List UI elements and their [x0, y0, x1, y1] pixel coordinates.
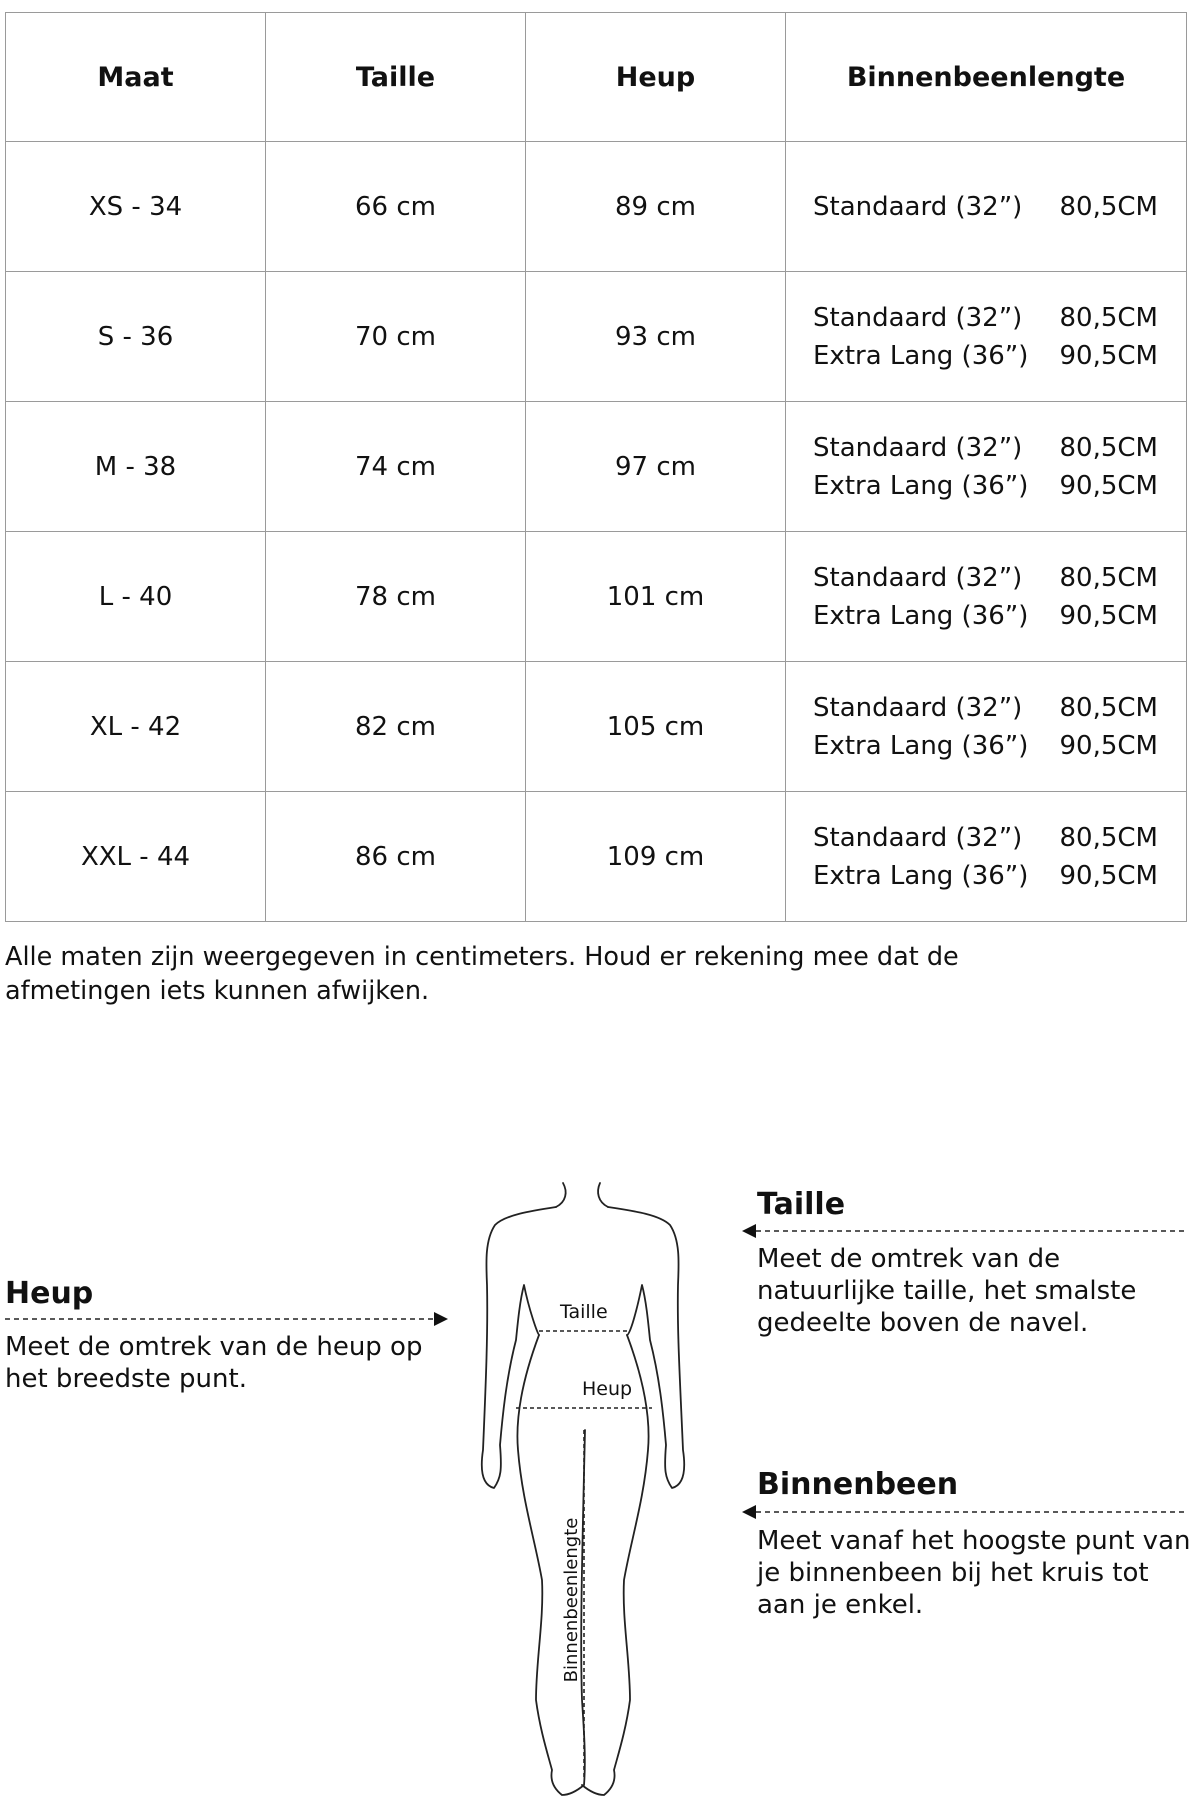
cell-waist: 74 cm [266, 402, 526, 532]
body-leg-right [582, 1335, 649, 1795]
inseam-value: 90,5CM [1059, 470, 1158, 501]
cell-waist: 70 cm [266, 272, 526, 402]
cell-size: XL - 42 [6, 662, 266, 792]
inseam-label: Standaard (32”) [813, 432, 1023, 463]
inseam-value: 80,5CM [1059, 302, 1158, 333]
cell-waist: 86 cm [266, 792, 526, 922]
inseam-value: 90,5CM [1059, 600, 1158, 631]
inseam-label: Standaard (32”) [813, 692, 1023, 723]
figure-label-inseam: Binnenbeenlengte [561, 1517, 582, 1683]
cell-waist: 82 cm [266, 662, 526, 792]
cell-size: S - 36 [6, 272, 266, 402]
body-outline-left [482, 1207, 556, 1488]
cell-size: XS - 34 [6, 142, 266, 272]
inseam-label: Extra Lang (36”) [813, 340, 1029, 371]
header-size: Maat [6, 13, 266, 142]
header-inseam: Binnenbeenlengte [786, 13, 1187, 142]
inseam-value: 80,5CM [1059, 191, 1158, 222]
body-neck-right [598, 1183, 608, 1207]
inseam-value: 90,5CM [1059, 860, 1158, 891]
cell-size: L - 40 [6, 532, 266, 662]
inseam-value: 80,5CM [1059, 692, 1158, 723]
cell-waist: 78 cm [266, 532, 526, 662]
inseam-label: Extra Lang (36”) [813, 730, 1029, 761]
header-hip: Heup [526, 13, 786, 142]
cell-hip: 101 cm [526, 532, 786, 662]
cell-size: M - 38 [6, 402, 266, 532]
inseam-value: 80,5CM [1059, 432, 1158, 463]
inseam-guide-title: Binnenbeen [757, 1467, 959, 1502]
inseam-label: Extra Lang (36”) [813, 470, 1029, 501]
inseam-value: 90,5CM [1059, 340, 1158, 371]
waist-guide-title: Taille [757, 1187, 846, 1222]
inseam-value: 80,5CM [1059, 562, 1158, 593]
inseam-label: Standaard (32”) [813, 562, 1023, 593]
inseam-guide-text: Meet vanaf het hoogste punt van je binnenbeen bij het kruis tot aan je enkel. [757, 1526, 1191, 1620]
inseam-label: Standaard (32”) [813, 302, 1023, 333]
header-waist: Taille [266, 13, 526, 142]
inseam-value: 80,5CM [1059, 822, 1158, 853]
inseam-label: Standaard (32”) [813, 822, 1023, 853]
cell-hip: 93 cm [526, 272, 786, 402]
cell-hip: 109 cm [526, 792, 786, 922]
figure-label-hip: Heup [582, 1378, 633, 1400]
hip-guide-title: Heup [5, 1276, 94, 1311]
cell-waist: 66 cm [266, 142, 526, 272]
cell-hip: 97 cm [526, 402, 786, 532]
waist-guide-text: Meet de omtrek van de natuurlijke taille, het smalste gedeelte boven de navel. [757, 1244, 1137, 1338]
cell-hip: 105 cm [526, 662, 786, 792]
inseam-label: Extra Lang (36”) [813, 860, 1029, 891]
figure-label-waist: Taille [560, 1301, 608, 1323]
measurement-note: Alle maten zijn weergegeven in centimeters. Houd er rekening mee dat de afmetingen iets kunnen afwijken. [5, 942, 959, 1006]
inseam-label: Standaard (32”) [813, 191, 1023, 222]
inseam-value: 90,5CM [1059, 730, 1158, 761]
body-outline-right [608, 1207, 684, 1488]
body-neck-left [556, 1183, 566, 1207]
cell-hip: 89 cm [526, 142, 786, 272]
hip-guide-text: Meet de omtrek van de heup op het breedste punt. [5, 1332, 423, 1394]
cell-size: XXL - 44 [6, 792, 266, 922]
inseam-label: Extra Lang (36”) [813, 600, 1029, 631]
